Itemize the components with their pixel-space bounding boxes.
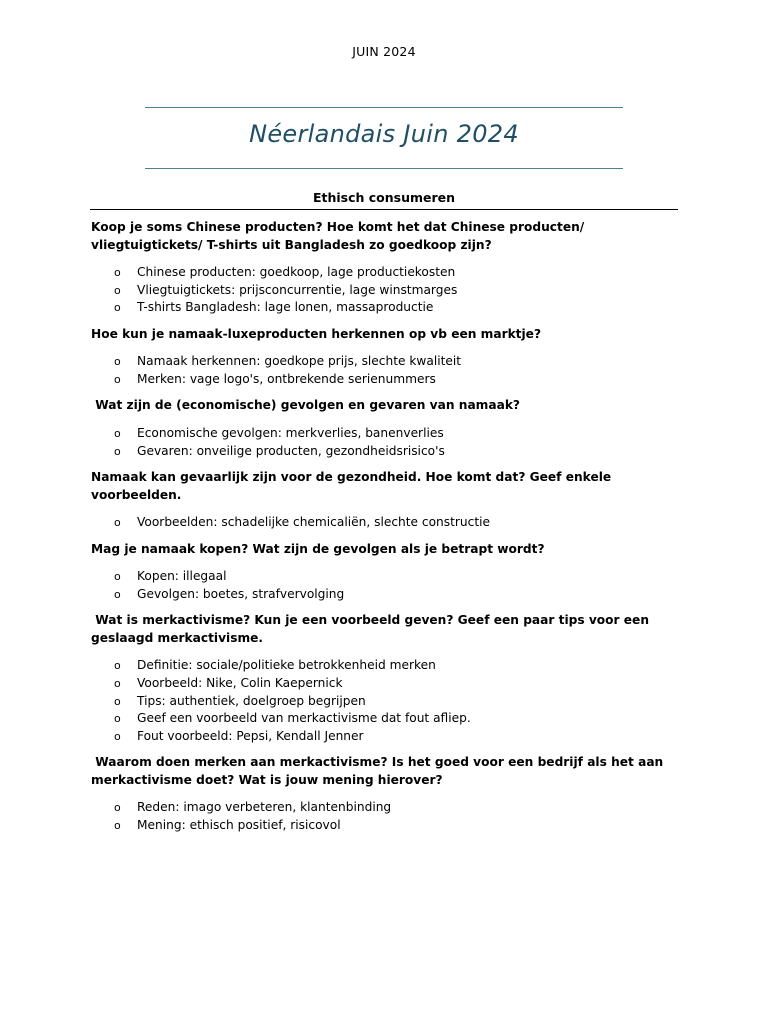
answer-text: T-shirts Bangladesh: lage lonen, massaproductie — [137, 300, 434, 315]
list-item — [91, 353, 681, 371]
list-item — [91, 728, 681, 746]
title-rule-top — [145, 107, 623, 108]
answer-text: Kopen: illegaal — [137, 569, 227, 584]
answer-text: Chinese producten: goedkoop, lage productiekosten — [137, 265, 456, 279]
answer-text: Definitie: sociale/politieke betrokkenheid merken — [137, 658, 436, 673]
list-item — [91, 586, 681, 604]
answer-text: Namaak herkennen: goedkope prijs, slechte kwaliteit — [137, 354, 462, 369]
answer-text: Geef een voorbeeld van merkactivisme dat fout afliep. — [137, 711, 471, 726]
answer-text: Fout voorbeeld: Pepsi, Kendall Jenner — [137, 728, 364, 743]
answer-text: Voorbeeld: Nike, Colin Kaepernick — [137, 676, 343, 691]
answer-text: Gevolgen: boetes, strafvervolging — [137, 586, 345, 601]
list-item — [91, 799, 681, 817]
list-item — [91, 282, 681, 300]
list-item — [91, 299, 681, 317]
list-item — [91, 817, 681, 835]
circle-bullet-icon: o — [114, 729, 121, 743]
list-item — [91, 675, 681, 693]
question-text: Wat is merkactivisme? Kun je een voorbeeld geven? Geef een paar tips voor een geslaagd merkactivisme. — [91, 613, 654, 645]
answer-list — [91, 353, 681, 388]
question-text: Namaak kan gevaarlijk zijn voor de gezondheid. Hoe komt dat? Geef enkele voorbeelden. — [91, 470, 616, 502]
question-text: Koop je soms Chinese producten? Hoe komt het dat Chinese producten/ vliegtuigtickets/ T-shirts uit Bangladesh zo goedkoop zijn? — [91, 220, 589, 252]
circle-bullet-icon: o — [114, 587, 121, 601]
answer-text: Mening: ethisch positief, risicovol — [137, 818, 341, 832]
circle-bullet-icon: o — [114, 301, 121, 315]
list-item — [91, 514, 681, 532]
circle-bullet-icon: o — [114, 283, 121, 297]
answer-text: Economische gevolgen: merkverlies, banenverlies — [137, 425, 444, 440]
circle-bullet-icon: o — [114, 516, 121, 530]
answer-text: Merken: vage logo's, ontbrekende serienummers — [137, 371, 436, 386]
list-item — [91, 443, 681, 461]
list-item — [91, 568, 681, 586]
section-heading: Ethisch consumeren — [312, 190, 456, 205]
circle-bullet-icon: o — [114, 372, 121, 386]
list-item — [91, 710, 681, 728]
question-text: Waarom doen merken aan merkactivisme? Is het goed voor een bedrijf als het aan merkactivisme doet? Wat is jouw mening hierover? — [91, 755, 668, 787]
answer-text: Reden: imago verbeteren, klantenbinding — [137, 800, 392, 815]
circle-bullet-icon: o — [114, 694, 121, 708]
circle-bullet-icon: o — [114, 355, 121, 369]
question-text: Mag je namaak kopen? Wat zijn de gevolgen als je betrapt wordt? — [91, 541, 545, 556]
list-item — [91, 425, 681, 443]
answer-text: Voorbeelden: schadelijke chemicaliën, slechte constructie — [137, 515, 491, 530]
circle-bullet-icon: o — [114, 426, 121, 440]
circle-bullet-icon: o — [114, 570, 121, 584]
running-head: JUIN 2024 — [352, 44, 416, 59]
circle-bullet-icon: o — [114, 266, 121, 279]
section-rule — [90, 209, 678, 210]
question-text: Hoe kun je namaak-luxeproducten herkennen op vb een marktje? — [91, 326, 542, 341]
list-item — [91, 371, 681, 389]
document-title: Néerlandais Juin 2024 — [249, 120, 519, 148]
circle-bullet-icon: o — [114, 712, 121, 726]
list-item — [91, 657, 681, 675]
answer-list — [91, 799, 681, 834]
circle-bullet-icon: o — [114, 659, 121, 673]
answer-list — [91, 514, 681, 532]
answer-list — [91, 425, 681, 460]
circle-bullet-icon: o — [114, 677, 121, 691]
list-item — [91, 693, 681, 711]
circle-bullet-icon: o — [114, 444, 121, 458]
circle-bullet-icon: o — [114, 819, 121, 832]
question-list — [91, 219, 681, 844]
question-text: Wat zijn de (economische) gevolgen en gevaren van namaak? — [91, 398, 520, 413]
circle-bullet-icon: o — [114, 801, 121, 815]
answer-text: Tips: authentiek, doelgroep begrijpen — [137, 693, 366, 708]
answer-list — [91, 657, 681, 745]
answer-text: Vliegtuigtickets: prijsconcurrentie, lage winstmarges — [137, 282, 458, 297]
answer-text: Gevaren: onveilige producten, gezondheidsrisico's — [137, 443, 445, 458]
answer-list — [91, 568, 681, 603]
answer-list — [91, 264, 681, 317]
title-rule-bottom — [145, 168, 623, 169]
list-item — [91, 264, 681, 282]
